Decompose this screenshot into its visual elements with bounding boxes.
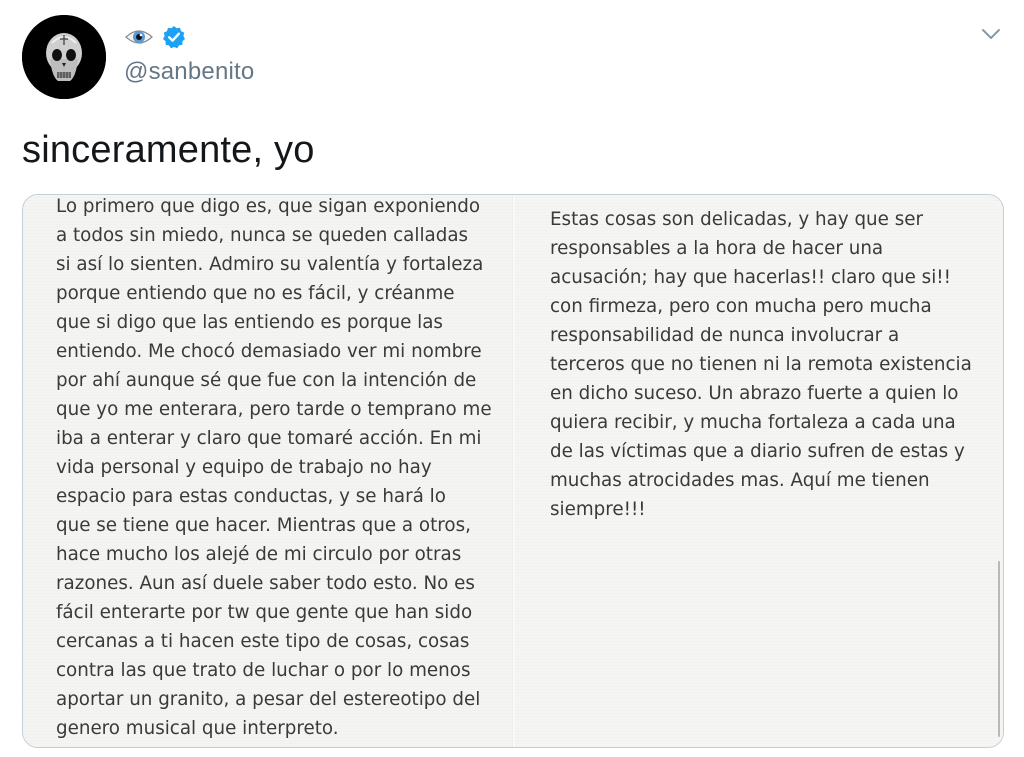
avatar[interactable] (22, 15, 106, 99)
scrollbar (998, 561, 1000, 737)
user-handle[interactable]: @sanbenito (124, 58, 255, 85)
eye-emoji-icon (124, 26, 154, 48)
notes-page-left (23, 195, 514, 747)
statement-text-left: Lo primero que digo es, que sigan exponiendo a todos sin miedo, nunca se queden calladas si así lo sienten. Admiro su valentía y fortaleza porque entiendo que no es fácil, y créanme que si digo que las entiendo es porque las entiendo. Me chocó demasiado ver mi nombre por ahí aunque sé que fue con la intención de que yo me enterara, pero tarde o temprano me iba a enterar y claro que tomaré acción. En mi vida personal y equipo de trabajo no hay espacio para estas conductas, y se hará lo que se tiene que hacer. Mientras que a otros, hace mucho los alejé de mi circulo por otras razones. Aun así duele saber todo esto. No es fácil enterarte por tw que gente que han sido cercanas a ti hacen este tipo de cosas, cosas contra las que trato de luchar o por lo menos aportar un granito, a pesar del estereotipo del genero musical que interpreto. (56, 196, 492, 739)
verified-badge-icon (162, 25, 186, 49)
statement-text-right: Estas cosas son delicadas, y hay que ser responsables a la hora de hacer una acusación; hay que hacerlas!! claro que si!! con firmeza, pero con mucha pero mucha responsabilidad de nunca involucrar a terceros que no tienen ni la remota existencia en dicho suceso. Un abrazo fuerte a quien lo quiera recibir, y mucha fortaleza a cada una de las víctimas que a diario sufren de estas y muchas atrocidades mas. Aquí me tienen siempre!!! (550, 209, 972, 520)
tweet-text: sinceramente, yo (22, 129, 315, 171)
notes-page-right (515, 195, 1003, 747)
display-name[interactable] (124, 22, 186, 52)
chevron-down-icon[interactable] (980, 26, 1002, 42)
tweet-media-image[interactable] (22, 194, 1004, 748)
skull-avatar-image (22, 15, 106, 99)
